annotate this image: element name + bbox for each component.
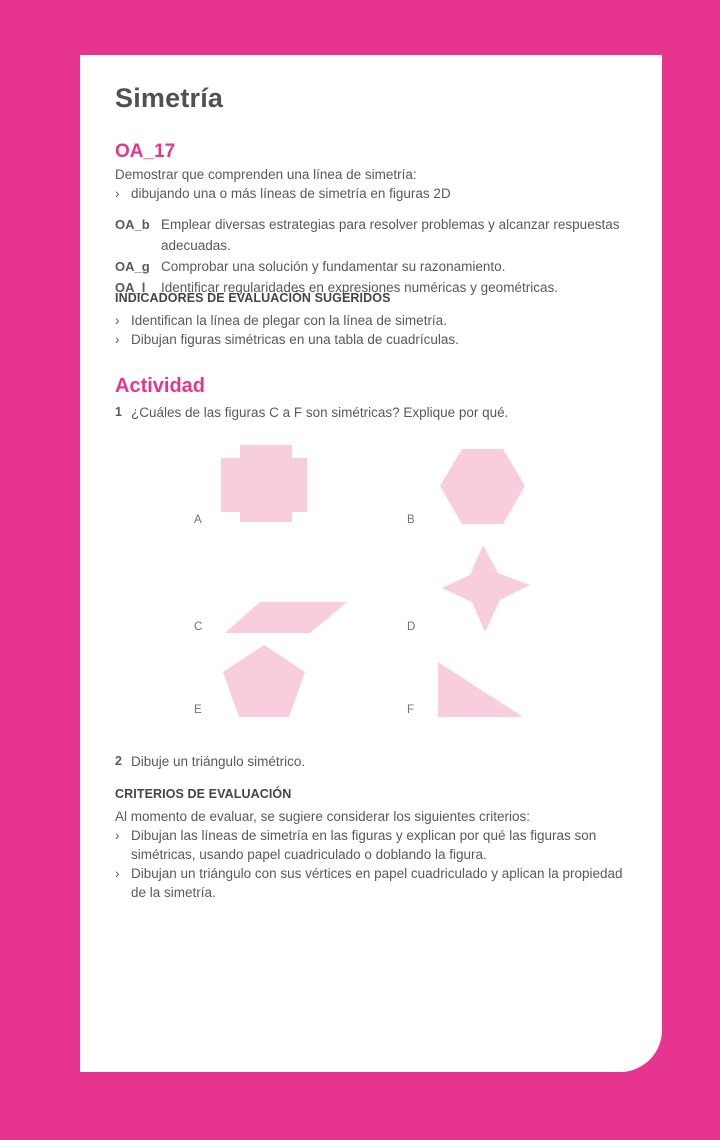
oa-code: OA_b — [115, 217, 150, 232]
content-card — [80, 55, 662, 1072]
page-title: Simetría — [115, 83, 224, 113]
oa-heading: OA_17 — [115, 141, 176, 162]
bullet-icon: › — [115, 313, 120, 328]
bullet-icon: › — [115, 828, 120, 843]
bullet-icon: › — [115, 866, 120, 881]
indicator-text: Dibujan figuras simétricas en una tabla de cuadrículas. — [131, 332, 459, 347]
figure-label-a: A — [194, 514, 202, 526]
oa-description: Demostrar que comprenden una línea de simetría: — [115, 167, 417, 182]
oa-text: Identificar regularidades en expresiones numéricas y geométricas. — [161, 280, 558, 295]
indicator-text: Identifican la línea de plegar con la línea de simetría. — [131, 313, 447, 328]
criteria-text: Dibujan las líneas de simetría en las figuras y explican por qué las figuras son simétricas, usando papel cuadriculado o doblando la figura. — [131, 828, 597, 862]
indicator-item — [115, 311, 640, 330]
related-oa-row — [115, 214, 645, 256]
figure-e-pentagon-shape — [223, 645, 305, 717]
figure-label-e: E — [194, 704, 202, 716]
figure-b-hexagon-shape — [440, 449, 525, 524]
criteria-heading: CRITERIOS DE EVALUACIÓN — [115, 787, 292, 801]
criteria-intro: Al momento de evaluar, se sugiere considerar los siguientes criterios: — [115, 809, 530, 824]
criteria-text: Dibujan un triángulo con sus vértices en papel cuadriculado y aplican la propiedad de la simetría. — [131, 866, 623, 900]
oa-text: Comprobar una solución y fundamentar su razonamiento. — [161, 259, 506, 274]
indicators-heading: INDICADORES DE EVALUACIÓN SUGERIDOS — [115, 291, 391, 305]
oa-code: OA_g — [115, 259, 150, 274]
item-text: Dibuje un triángulo simétrico. — [131, 754, 306, 769]
figure-label-f: F — [407, 704, 415, 716]
figure-label-c: C — [194, 621, 203, 633]
figure-f-triangle-shape — [438, 662, 523, 717]
item-number: 2 — [115, 754, 122, 768]
oa-text: Emplear diversas estrategias para resolver problemas y alcanzar respuestas adecuadas. — [161, 217, 620, 253]
figure-label-d: D — [407, 621, 416, 633]
item-text: ¿Cuáles de las figuras C a F son simétricas? Explique por qué. — [131, 405, 509, 420]
criteria-list — [115, 826, 637, 902]
indicators-list — [115, 311, 640, 349]
oa-bullet-item — [115, 184, 635, 203]
related-oa-row — [115, 256, 645, 277]
figure-a-cross-shape — [221, 445, 307, 522]
indicator-item — [115, 330, 640, 349]
bullet-icon: › — [115, 332, 120, 347]
item-number: 1 — [115, 405, 122, 419]
related-oa-list — [115, 214, 645, 298]
bullet-icon: › — [115, 186, 120, 201]
criteria-item — [115, 864, 637, 902]
activity-item-2 — [115, 752, 645, 771]
activity-heading: Actividad — [115, 375, 206, 397]
activity-item-1 — [115, 403, 645, 422]
figure-label-b: B — [407, 514, 415, 526]
oa-bullet-text: dibujando una o más líneas de simetría en figuras 2D — [131, 186, 451, 201]
figure-c-parallelogram-shape — [225, 602, 347, 633]
figure-d-star-shape — [435, 543, 530, 633]
criteria-item — [115, 826, 637, 864]
oa-code: OA_l — [115, 280, 146, 295]
figures-area — [80, 435, 662, 735]
